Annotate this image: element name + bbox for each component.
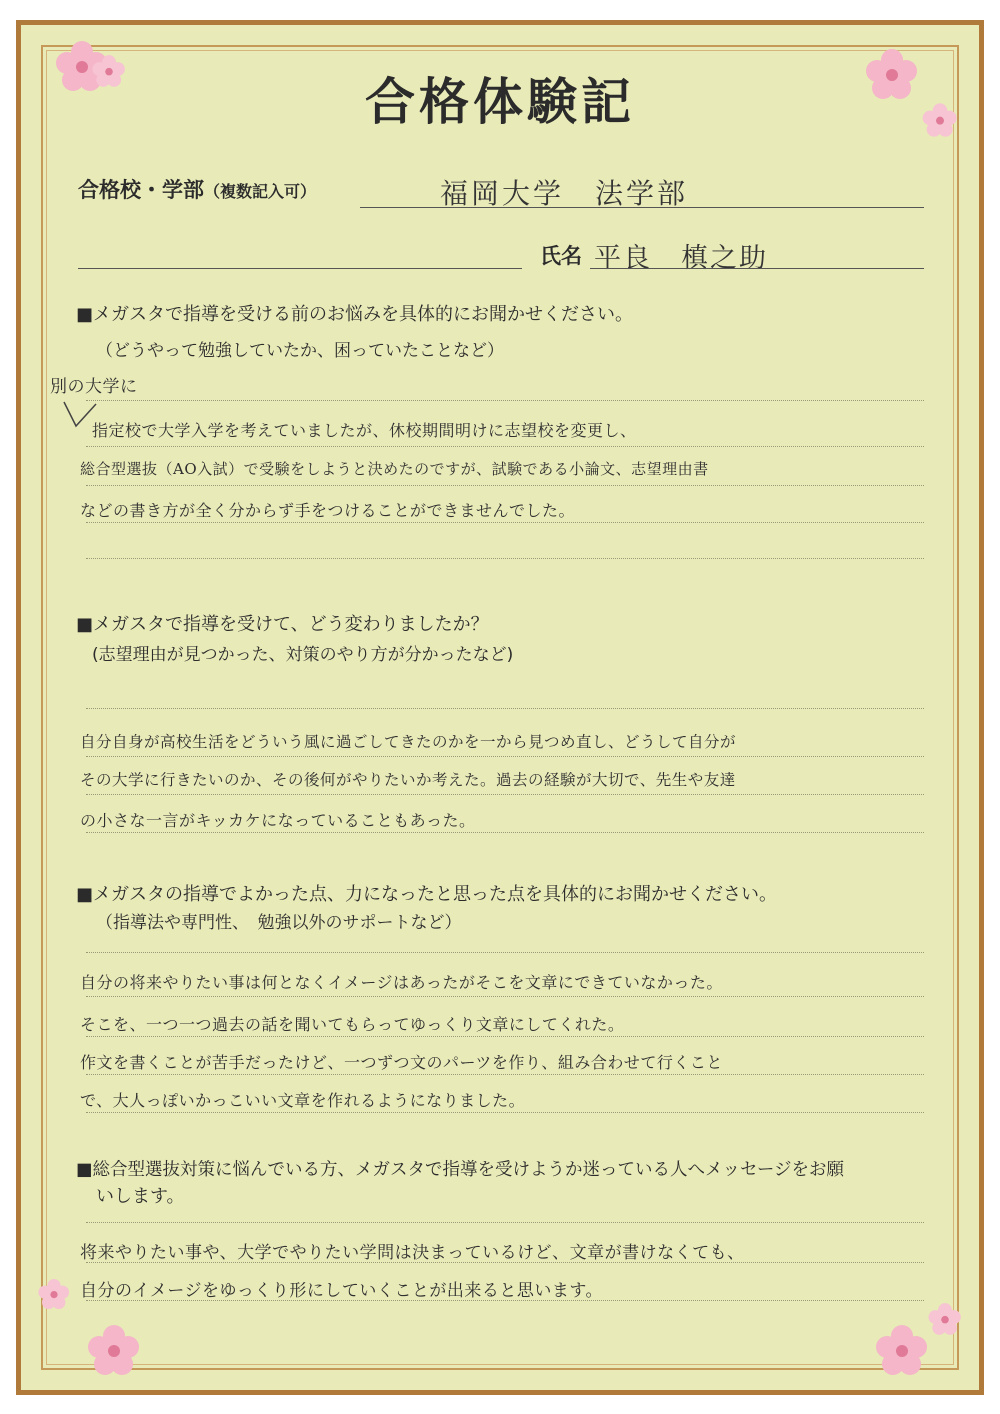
question-3-heading: ■メガスタの指導でよかった点、力になったと思った点を具体的にお聞かせください。 (76, 884, 778, 905)
flower-icon-bottom-right-2 (926, 1300, 964, 1338)
ruled-line (86, 485, 924, 486)
ruled-line (86, 1262, 924, 1263)
ruled-line (86, 558, 924, 559)
question-4-heading: ■総合型選抜対策に悩んでいる方、メガスタで指導を受けようか迷っている人へメッセージをお願 (76, 1160, 844, 1180)
question-2-answer-line-2: その大学に行きたいのか、その後何がやりたいか考えた。過去の経験が大切で、先生や友達 (80, 771, 736, 789)
ruled-line (86, 708, 924, 709)
question-1-heading: ■メガスタで指導を受ける前のお悩みを具体的にお聞かせください。 (76, 304, 634, 325)
school-label: 合格校・学部（複数記入可） (78, 178, 317, 202)
question-1-answer-line-2: 総合型選抜（AO入試）で受験をしようと決めたのですが、試験である小論文、志望理由書 (80, 460, 709, 478)
question-1-answer-line-1: 指定校で大学入学を考えていましたが、休校期間明けに志望校を変更し、 (92, 421, 637, 440)
ruled-line (86, 400, 924, 401)
ruled-line (86, 522, 924, 523)
name-underline-right (590, 268, 924, 269)
question-4-answer-line-1: 将来やりたい事や、大学でやりたい学問は決まっているけど、文章が書けなくても、 (80, 1243, 745, 1263)
question-4-heading-cont: いします。 (96, 1186, 185, 1207)
ruled-line (86, 1112, 924, 1113)
school-value: 福岡大学 法学部 (440, 177, 689, 210)
question-2-sub: (志望理由が見つかった、対策のやり方が分かったなど) (92, 645, 514, 665)
ruled-line (86, 1074, 924, 1075)
school-underline (360, 207, 924, 208)
flower-icon-bottom-left (84, 1320, 144, 1380)
ruled-line (86, 996, 924, 997)
ruled-line (86, 1222, 924, 1223)
question-2-answer-line-1: 自分自身が高校生活をどういう風に過ごしてきたのかを一から見つめ直し、どうして自分が (80, 733, 737, 751)
question-1-sub: （どうやって勉強していたか、困っていたことなど） (96, 341, 504, 361)
page-title: 合格体験記 (365, 73, 635, 131)
question-2-answer-line-3: の小さな一言がキッカケになっていることもあった。 (80, 811, 476, 830)
flower-icon-bottom-right (872, 1320, 932, 1380)
ruled-line (86, 446, 924, 447)
ruled-line (86, 952, 924, 953)
question-3-answer-line-2: そこを、一つ一つ過去の話を聞いてもらってゆっくり文章にしてくれた。 (80, 1015, 625, 1034)
ruled-line (86, 1300, 924, 1301)
ruled-line (86, 1036, 924, 1037)
ruled-line (86, 832, 924, 833)
question-3-answer-line-3: 作文を書くことが苦手だったけど、一つずつ文のパーツを作り、組み合わせて行くこと (80, 1053, 723, 1072)
question-3-answer-line-4: で、大人っぽいかっこいい文章を作れるようになりました。 (80, 1091, 526, 1110)
ruled-line (86, 756, 924, 757)
name-label: 氏名 (540, 244, 582, 268)
flower-icon-bottom-left-2 (36, 1276, 72, 1312)
ruled-line (86, 794, 924, 795)
question-1-insert-note: 別の大学に (50, 377, 138, 397)
question-4-answer-line-2: 自分のイメージをゆっくり形にしていくことが出来ると思います。 (80, 1281, 603, 1301)
question-1-answer-line-3: などの書き方が全く分からず手をつけることができませんでした。 (80, 501, 576, 520)
question-3-sub: （指導法や専門性、 勉強以外のサポートなど） (96, 913, 462, 933)
question-2-heading: ■メガスタで指導を受けて、どう変わりましたか？ (76, 614, 489, 635)
name-value: 平良 槙之助 (594, 243, 768, 274)
name-underline-left (78, 268, 522, 269)
question-3-answer-line-1: 自分の将来やりたい事は何となくイメージはあったがそこを文章にできていなかった。 (80, 973, 723, 992)
